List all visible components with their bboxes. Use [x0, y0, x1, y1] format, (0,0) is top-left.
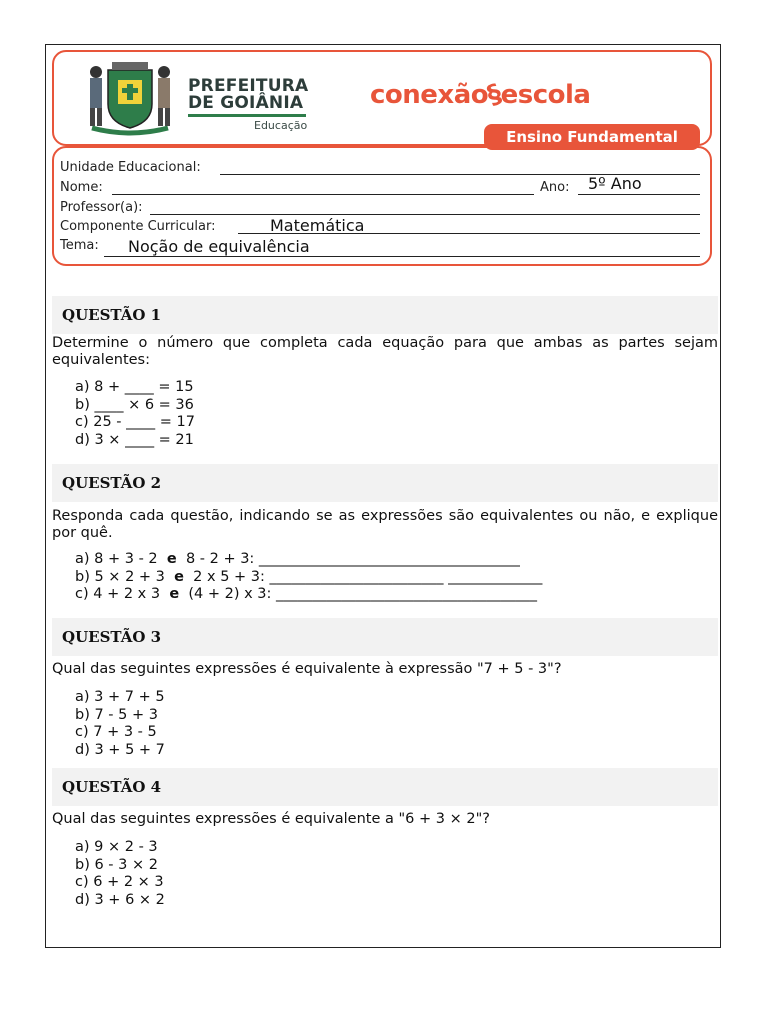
question-1-title: QUESTÃO 1 [62, 306, 162, 324]
prefeitura-line2: DE GOIÂNIA [188, 93, 304, 113]
question-2-item-c-right: (4 + 2) x 3: ____________________________________ [188, 586, 538, 602]
question-2-item-c [75, 586, 542, 604]
question-4-item-a: a) 9 × 2 - 3 [75, 839, 158, 855]
question-1-items [75, 379, 195, 449]
nome-label: Nome: [60, 180, 103, 195]
question-1-header [52, 296, 718, 334]
question-3-header [52, 618, 718, 656]
question-2-text: Responda cada questão, indicando se as expressões são equivalentes ou não, e explique por quê. [52, 508, 718, 541]
question-2-item-b-left: b) 5 × 2 + 3 [75, 568, 165, 585]
question-4-item-b: b) 6 - 3 × 2 [75, 856, 158, 873]
question-2-item-b-right: 2 x 5 + 3: ________________________ _____________ [193, 568, 543, 585]
conexao-escola-logo [370, 80, 590, 110]
question-4-item-d: d) 3 + 6 × 2 [75, 891, 165, 908]
tema-value: Noção de equivalência [128, 237, 310, 256]
brand-right: escola [500, 80, 591, 110]
question-4-title: QUESTÃO 4 [62, 778, 162, 796]
brand-left: conexão [370, 80, 489, 110]
question-2-item-a [75, 551, 542, 569]
componente-value: Matemática [270, 216, 365, 235]
question-1-item-a: a) 8 + ____ = 15 [75, 379, 194, 395]
unidade-field[interactable] [220, 158, 700, 175]
question-1-text: Determine o número que completa cada equação para que ambas as partes sejam equivalentes: [52, 335, 718, 368]
ensino-fundamental-badge: Ensino Fundamental [484, 124, 700, 150]
question-3-items [75, 689, 165, 759]
question-2-items [75, 551, 542, 604]
question-2-title: QUESTÃO 2 [62, 474, 162, 492]
prefeitura-subtitle: Educação [254, 119, 308, 132]
tema-label: Tema: [60, 238, 99, 253]
question-3-item-b: b) 7 - 5 + 3 [75, 706, 158, 723]
coat-of-arms-icon [78, 58, 182, 138]
question-4-header [52, 768, 718, 806]
ano-value: 5º Ano [588, 174, 642, 193]
prefeitura-line1: PREFEITURA [188, 76, 309, 96]
question-4-item-c: c) 6 + 2 × 3 [75, 874, 164, 890]
question-2-item-a-e: e [166, 551, 177, 567]
prefeitura-title [188, 78, 308, 112]
question-3-text: Qual das seguintes expressões é equivalente à expressão "7 + 5 - 3"? [52, 661, 562, 677]
question-2-item-b [75, 569, 542, 587]
question-1-item-c: c) 25 - ____ = 17 [75, 414, 195, 430]
question-4-items [75, 839, 165, 909]
professor-field[interactable] [150, 198, 700, 215]
question-2-item-a-left: a) 8 + 3 - 2 [75, 551, 158, 567]
question-2-header [52, 464, 718, 502]
question-1-item-d: d) 3 × ____ = 21 [75, 431, 194, 448]
question-2-item-c-left: c) 4 + 2 x 3 [75, 586, 161, 602]
question-3-item-a: a) 3 + 7 + 5 [75, 689, 165, 705]
professor-label: Professor(a): [60, 200, 143, 215]
question-1-item-b: b) ____ × 6 = 36 [75, 396, 194, 413]
paperclip-icon: § [483, 78, 506, 112]
unidade-label: Unidade Educacional: [60, 160, 201, 175]
question-2-item-b-e: e [174, 568, 184, 585]
nome-field[interactable] [112, 178, 534, 195]
question-2-item-c-e: e [169, 586, 180, 602]
ano-label: Ano: [540, 180, 570, 195]
componente-label: Componente Curricular: [60, 219, 216, 234]
question-3-item-d: d) 3 + 5 + 7 [75, 741, 165, 758]
prefeitura-underline [188, 114, 306, 117]
question-2-item-a-right: 8 - 2 + 3: ____________________________________ [185, 551, 520, 567]
question-3-title: QUESTÃO 3 [62, 628, 162, 646]
question-3-item-c: c) 7 + 3 - 5 [75, 724, 157, 740]
question-4-text: Qual das seguintes expressões é equivalente a "6 + 3 × 2"? [52, 811, 490, 827]
